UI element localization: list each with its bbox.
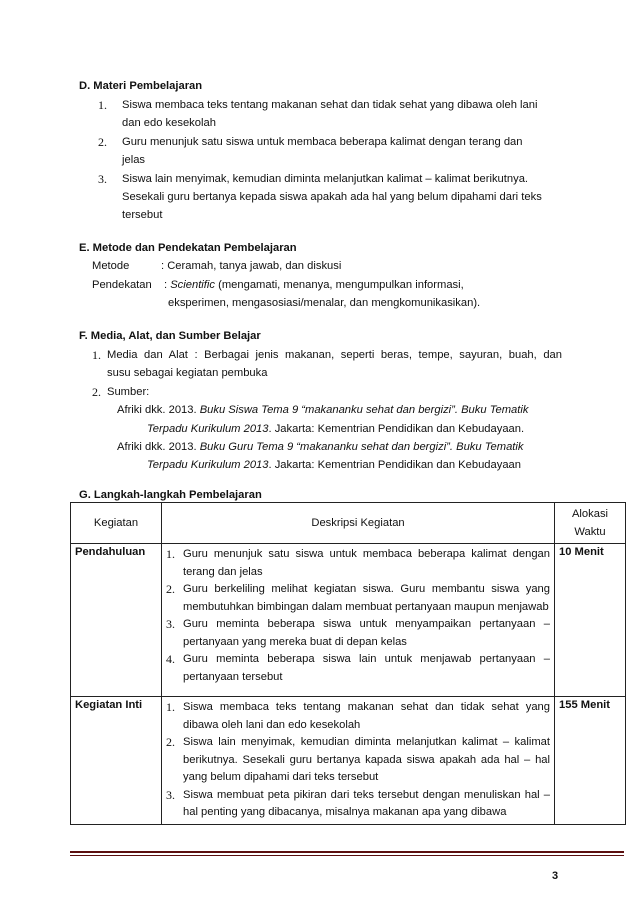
reference-2-title: Buku Guru Tema 9 “makananku sehat dan bergizi”. Buku Tematik bbox=[199, 441, 524, 453]
footer-rule-thin bbox=[70, 855, 624, 856]
reference-2-line-1 bbox=[117, 439, 523, 455]
pendekatan-scientific: Scientific bbox=[170, 279, 215, 291]
pendekatan-value bbox=[164, 277, 464, 293]
materi-item-3-line-3: tersebut bbox=[122, 209, 163, 221]
reference-1-line-2 bbox=[147, 421, 524, 437]
materi-item-3-number: 3. bbox=[98, 172, 107, 186]
pendekatan-label: Pendekatan bbox=[92, 279, 152, 291]
materi-item-3-line-1: Siswa lain menyimak, kemudian diminta melanjutkan kalimat – kalimat berikutnya. bbox=[122, 173, 529, 185]
section-e-heading: E. Metode dan Pendekatan Pembelajaran bbox=[79, 242, 297, 254]
step-number: 1. bbox=[166, 547, 175, 561]
table-row bbox=[71, 544, 626, 697]
pendekatan-colon: : bbox=[164, 279, 168, 291]
lesson-steps-table bbox=[70, 502, 626, 825]
step-number: 1. bbox=[166, 700, 175, 714]
step-text: Siswa lain menyimak, kemudian diminta melanjutkan kalimat – kalimat berikutnya. Sesekali guru bertanya kapada siswa apakah ada hal – hal yang belum dipahami dari teks tersebut bbox=[183, 736, 550, 783]
materi-item-3-line-2: Sesekali guru bertanya kepada siswa apakah ada hal yang belum dipahami dari teks bbox=[122, 191, 542, 203]
header-alokasi-waktu bbox=[555, 503, 626, 544]
step-text: Guru menunjuk satu siswa untuk membaca beberapa kalimat dengan terang dan jelas bbox=[183, 548, 550, 578]
footer-rule-thick bbox=[70, 851, 624, 853]
step-text: Guru meminta beberapa siswa untuk menyampaikan pertanyaan – pertanyaan yang mereka buat di depan kelas bbox=[183, 618, 550, 648]
step-text: Guru meminta beberapa siswa lain untuk menjawab pertanyaan – pertanyaan tersebut bbox=[183, 653, 550, 683]
header-deskripsi: Deskripsi Kegiatan bbox=[162, 503, 555, 544]
media-item-2-number: 2. bbox=[92, 385, 101, 399]
list-item bbox=[166, 546, 550, 581]
pendekatan-rest: (mengamati, menanya, mengumpulkan informasi, bbox=[218, 279, 464, 291]
step-number: 3. bbox=[166, 787, 175, 802]
materi-item-1-line-1: Siswa membaca teks tentang makanan sehat dan tidak sehat yang dibawa oleh lani bbox=[122, 99, 538, 111]
header-alokasi: Alokasi bbox=[571, 508, 609, 520]
step-number: 3. bbox=[166, 617, 175, 631]
list-item bbox=[166, 699, 550, 734]
reference-1-publisher: . Jakarta: Kementrian Pendidikan dan Kebudayaan. bbox=[268, 423, 525, 435]
reference-1-title: Buku Siswa Tema 9 “makananku sehat dan bergizi”. Buku Tematik bbox=[199, 404, 529, 416]
table-row bbox=[71, 697, 626, 825]
table-header-row bbox=[71, 503, 626, 544]
materi-item-2-line-2: jelas bbox=[122, 154, 146, 166]
row-pendahuluan-waktu: 10 Menit bbox=[555, 544, 626, 697]
sumber-label: Sumber: bbox=[107, 386, 150, 398]
step-text: Siswa membuat peta pikiran dari teks tersebut dengan menuliskan hal – hal penting yang dibacanya, misalnya makanan apa yang dibawa bbox=[183, 788, 550, 818]
list-item bbox=[166, 787, 550, 822]
step-number: 4. bbox=[166, 652, 175, 666]
header-kegiatan: Kegiatan bbox=[71, 503, 162, 544]
reference-1-author: Afriki dkk. 2013. bbox=[117, 404, 197, 416]
materi-item-2-line-1: Guru menunjuk satu siswa untuk membaca beberapa kalimat dengan terang dan bbox=[122, 136, 523, 148]
row-inti-kegiatan: Kegiatan Inti bbox=[71, 697, 162, 825]
header-waktu: Waktu bbox=[574, 526, 606, 538]
reference-1-title-cont: Terpadu Kurikulum 2013 bbox=[147, 423, 269, 435]
media-item-1-line-2: susu sebagai kegiatan pembuka bbox=[107, 367, 268, 379]
metode-label: Metode bbox=[92, 260, 130, 272]
section-d-heading: D. Materi Pembelajaran bbox=[79, 80, 203, 92]
section-g-heading: G. Langkah-langkah Pembelajaran bbox=[79, 489, 262, 501]
materi-item-2-number: 2. bbox=[98, 135, 107, 149]
row-pendahuluan-kegiatan: Pendahuluan bbox=[71, 544, 162, 697]
reference-2-publisher: . Jakarta: Kementrian Pendidikan dan Kebudayaan bbox=[268, 459, 521, 471]
metode-value: : Ceramah, tanya jawab, dan diskusi bbox=[161, 260, 342, 272]
reference-1-line-1 bbox=[117, 402, 528, 418]
materi-item-1-line-2: dan edo kesekolah bbox=[122, 117, 216, 129]
page-number: 3 bbox=[552, 870, 559, 882]
list-item bbox=[166, 581, 550, 616]
list-item bbox=[166, 651, 550, 694]
step-text: Guru berkeliling melihat kegiatan siswa. Guru membantu siswa yang membutuhkan bimbingan dalam membuat pertanyaan maupun menjawab bbox=[183, 583, 550, 613]
step-text: Siswa membaca teks tentang makanan sehat dan tidak sehat yang dibawa oleh lani dan edo kesekolah bbox=[183, 701, 550, 731]
pendekatan-line-2: eksperimen, mengasosiasi/menalar, dan mengkomunikasikan). bbox=[168, 297, 481, 309]
section-f-heading: F. Media, Alat, dan Sumber Belajar bbox=[79, 330, 261, 342]
step-number: 2. bbox=[166, 735, 175, 749]
reference-2-title-cont: Terpadu Kurikulum 2013 bbox=[147, 459, 269, 471]
list-item bbox=[166, 616, 550, 651]
row-pendahuluan-deskripsi bbox=[162, 544, 555, 697]
media-item-1-line-1: Media dan Alat : Berbagai jenis makanan, seperti beras, tempe, sayuran, buah, dan bbox=[107, 349, 562, 361]
list-item bbox=[166, 734, 550, 787]
step-number: 2. bbox=[166, 582, 175, 596]
materi-item-1-number: 1. bbox=[98, 98, 107, 112]
row-inti-waktu: 155 Menit bbox=[555, 697, 626, 825]
row-inti-deskripsi bbox=[162, 697, 555, 825]
reference-2-author: Afriki dkk. 2013. bbox=[117, 441, 197, 453]
reference-2-line-2 bbox=[147, 457, 521, 473]
media-item-1-number: 1. bbox=[92, 348, 101, 362]
